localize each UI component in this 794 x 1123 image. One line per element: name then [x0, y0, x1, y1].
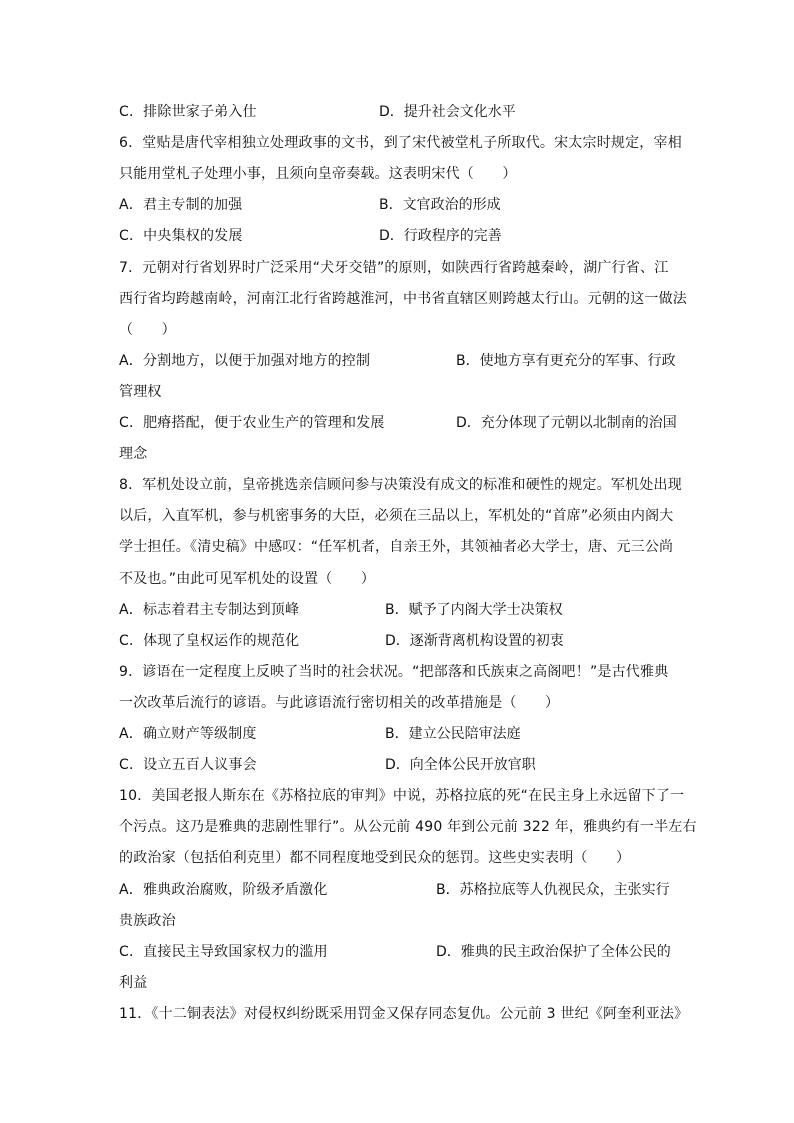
- text-line: 11．《十二铜表法》对侵权纠纷既采用罚金又保存同态复仇。公元前 3 世纪《阿奎利亚法》: [119, 1006, 689, 1022]
- option-left: C．体现了皇权运作的规范化: [119, 633, 300, 649]
- text-line: 8．军机处设立前，皇帝挑选亲信顾问参与决策没有成文的标准和硬性的规定。军机处出现: [119, 477, 682, 493]
- text-line: 不及也。”由此可见军机处的设置（ ）: [119, 571, 376, 587]
- text-line: 7．元朝对行省划界时广泛采用“犬牙交错”的原则，如陕西行省跨越秦岭，湖广行省、江: [119, 260, 669, 276]
- option-right: B．文官政治的形成: [379, 197, 501, 213]
- text-line: 的政治家（包括伯利克里）都不同程度地受到民众的惩罚。这些史实表明（ ）: [119, 850, 631, 866]
- text-line: 一次改革后流行的谚语。与此谚语流行密切相关的改革措施是（ ）: [119, 695, 560, 711]
- text-line: 学士担任。《清史稿》中感叹：“任军机者，自亲王外，其领袖者必大学士，唐、元三公尚: [119, 539, 674, 555]
- option-right: D．雅典的民主政治保护了全体公民的: [436, 944, 671, 960]
- option-right: B．赋予了内阁大学士决策权: [385, 602, 563, 618]
- option-right: B．建立公民陪审法庭: [385, 726, 521, 742]
- option-right: D．行政程序的完善: [379, 228, 502, 244]
- text-line: 只能用堂札子处理小事，且须向皇帝奏载。这表明宋代（ ）: [119, 166, 517, 182]
- text-line: 个污点。这乃是雅典的悲剧性罪行”。从公元前 490 年到公元前 322 年，雅典约有一半左右: [119, 819, 697, 835]
- text-line: 10．美国老报人斯东在《苏格拉底的审判》中说，苏格拉底的死“在民主身上永远留下了一: [119, 788, 685, 804]
- option-left: A．标志着君主专制达到顶峰: [119, 602, 300, 618]
- text-line: 贵族政治: [119, 913, 176, 929]
- text-line: 以后，入直军机，参与机密事务的大臣，必须在三品以上，军机处的“首席”必须由内阁大: [119, 508, 674, 524]
- option-right: B．使地方享有更充分的军事、行政: [456, 353, 676, 369]
- option-right: B．苏格拉底等人仇视民众，主张实行: [436, 882, 670, 898]
- text-line: 利益: [119, 975, 148, 991]
- option-left: C．设立五百人议事会: [119, 757, 257, 773]
- option-left: C．直接民主导致国家权力的滥用: [119, 944, 328, 960]
- option-left: A．确立财产等级制度: [119, 726, 257, 742]
- option-left: C．肥瘠搭配，便于农业生产的管理和发展: [119, 415, 385, 431]
- text-line: 6．堂贴是唐代宰相独立处理政事的文书，到了宋代被堂札子所取代。宋太宗时规定，宰相: [119, 135, 682, 151]
- text-line: （ ）: [119, 322, 176, 338]
- option-right: D．充分体现了元朝以北制南的治国: [456, 415, 677, 431]
- option-left: C．中央集权的发展: [119, 228, 243, 244]
- option-left: A．君主专制的加强: [119, 197, 243, 213]
- option-right: D．逐渐背离机构设置的初衷: [385, 633, 564, 649]
- option-right: D．向全体公民开放官职: [385, 757, 536, 773]
- option-right: D．提升社会文化水平: [379, 104, 516, 120]
- text-line: 管理权: [119, 384, 162, 400]
- text-line: 理念: [119, 446, 148, 462]
- option-left: C．排除世家子弟入仕: [119, 104, 257, 120]
- text-line: 西行省均跨越南岭，河南江北行省跨越淮河，中书省直辖区则跨越太行山。元朝的这一做法: [119, 291, 687, 307]
- text-line: 9．谚语在一定程度上反映了当时的社会状况。“把部落和氏族束之高阁吧！”是古代雅典: [119, 664, 669, 680]
- option-left: A．雅典政治腐败，阶级矛盾激化: [119, 882, 328, 898]
- option-left: A．分割地方，以便于加强对地方的控制: [119, 353, 371, 369]
